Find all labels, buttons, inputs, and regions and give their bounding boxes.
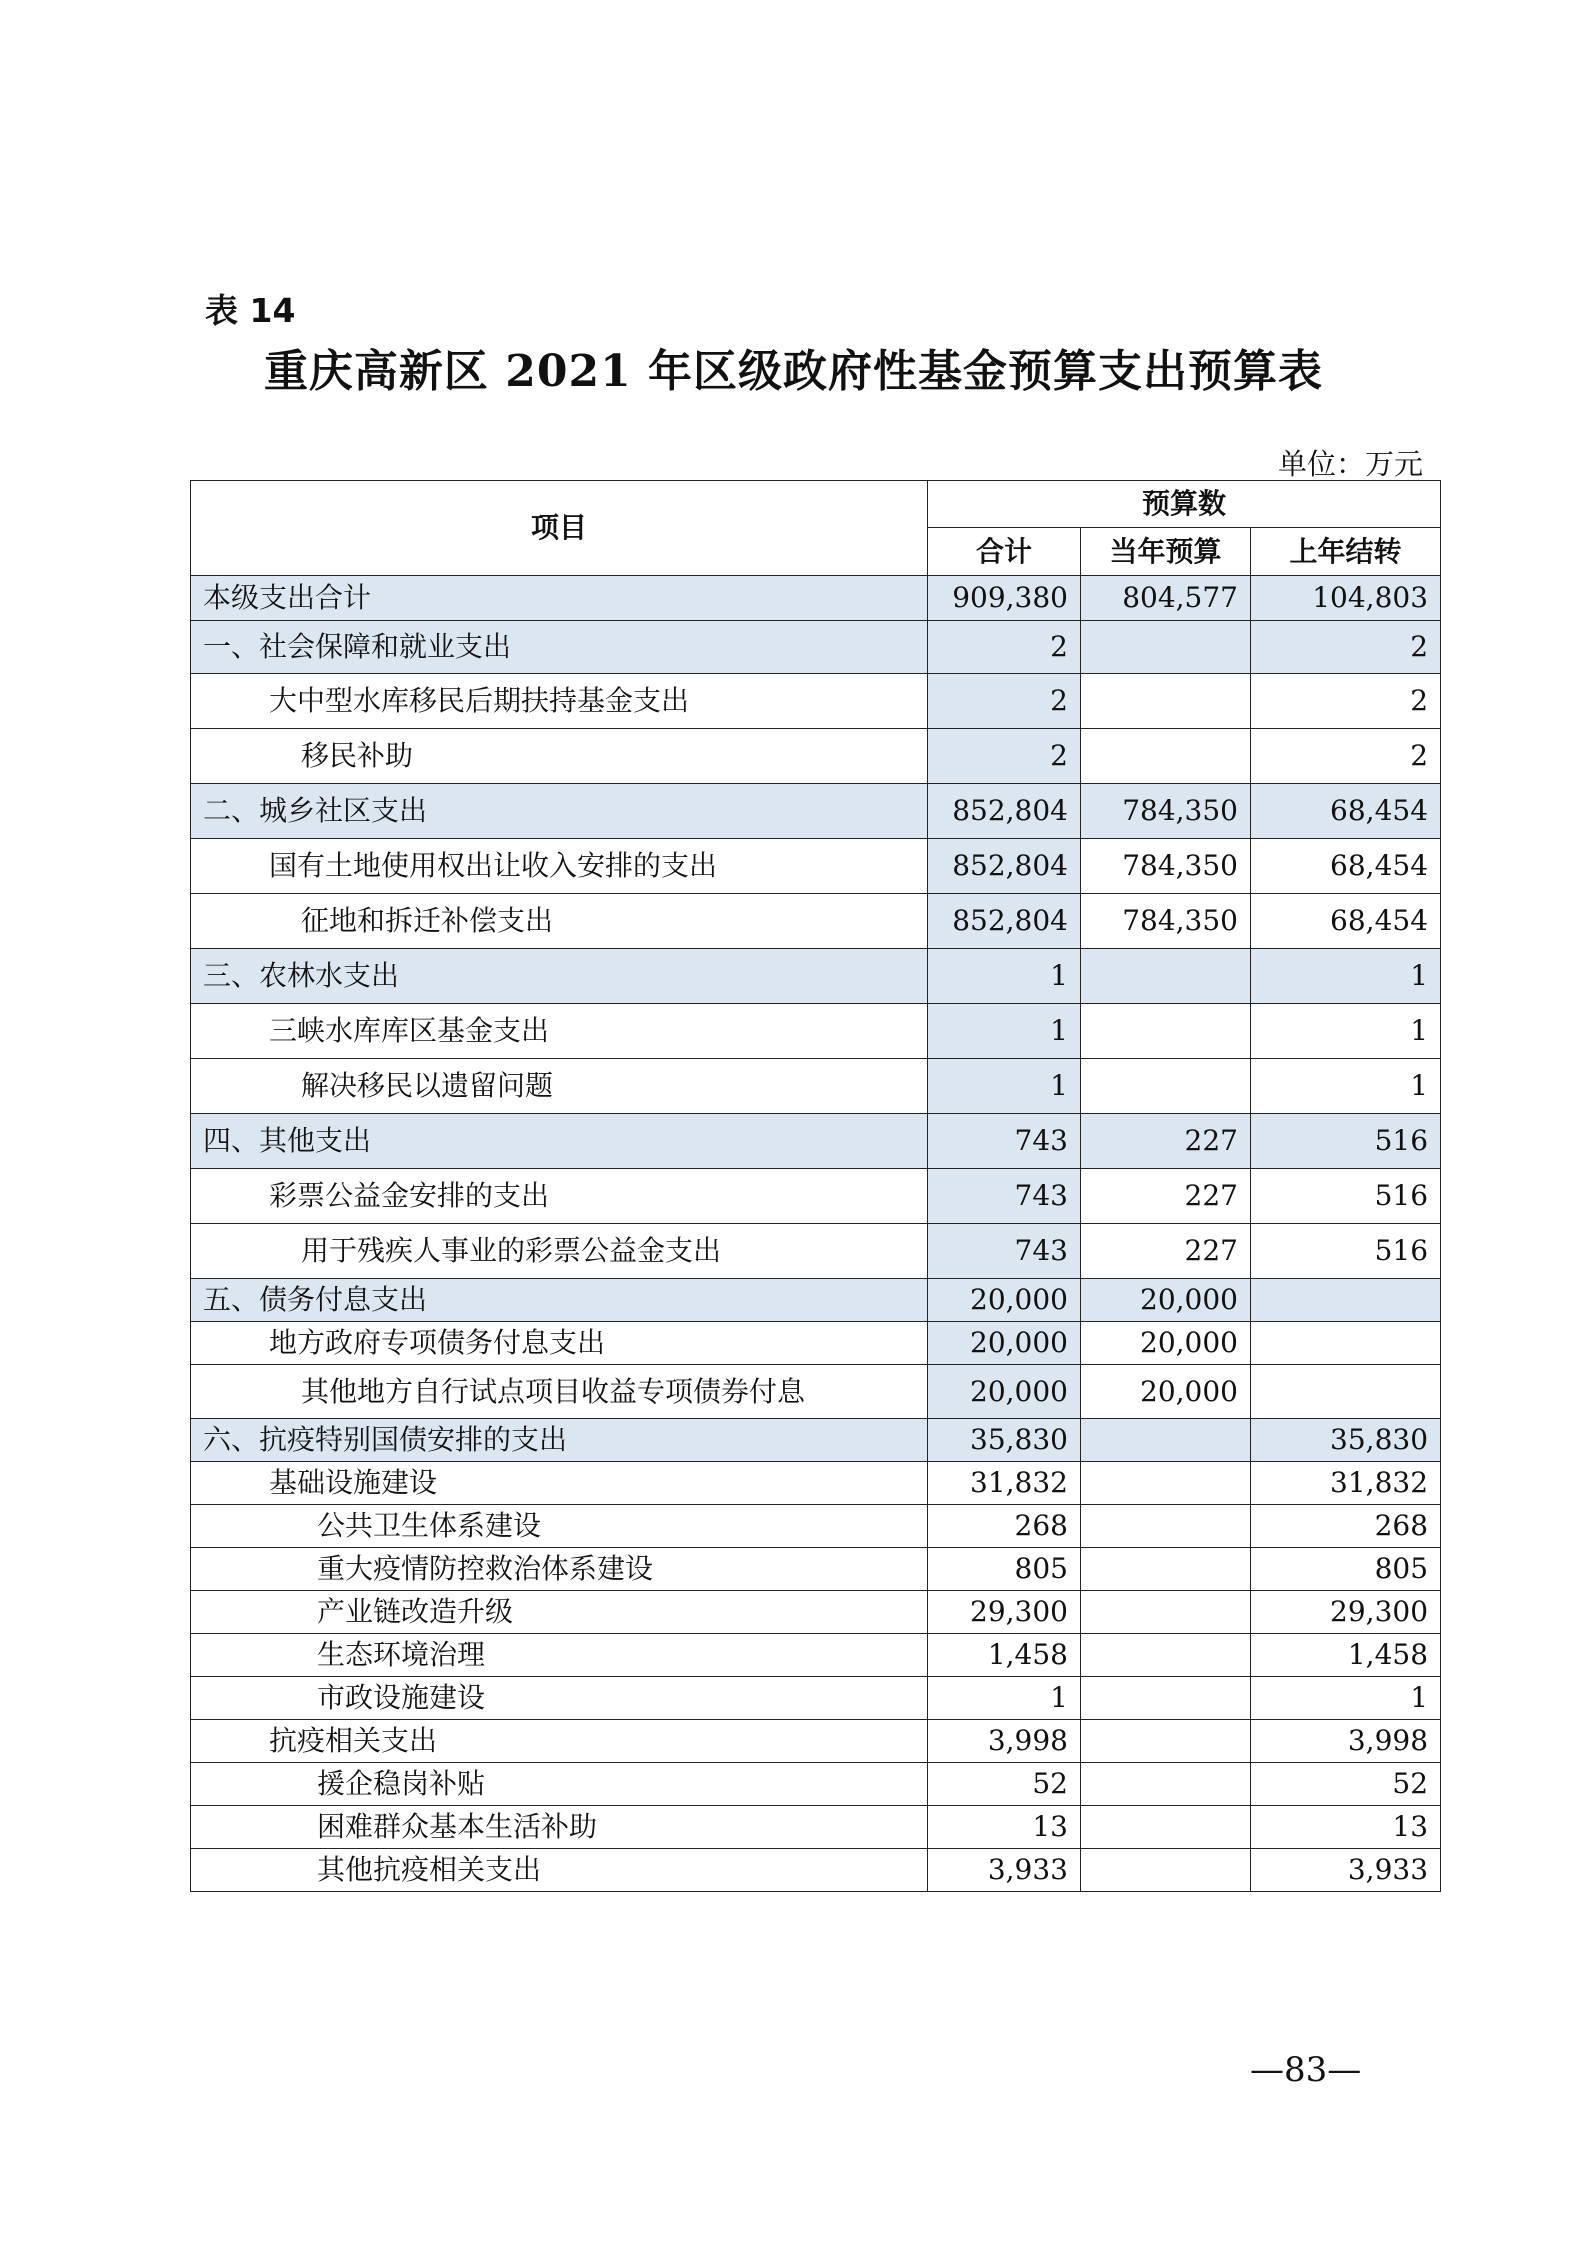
row-current xyxy=(1081,1591,1251,1634)
row-name: 困难群众基本生活补助 xyxy=(191,1806,928,1849)
table-row xyxy=(191,1224,1441,1279)
row-name: 一、社会保障和就业支出 xyxy=(191,621,928,674)
row-total: 268 xyxy=(928,1505,1081,1548)
row-total: 3,998 xyxy=(928,1720,1081,1763)
table-row xyxy=(191,1059,1441,1114)
row-total: 2 xyxy=(928,621,1081,674)
row-current: 20,000 xyxy=(1081,1279,1251,1322)
row-name: 大中型水库移民后期扶持基金支出 xyxy=(191,674,928,729)
row-current xyxy=(1081,1720,1251,1763)
table-row xyxy=(191,1505,1441,1548)
row-total: 35,830 xyxy=(928,1419,1081,1462)
row-name: 本级支出合计 xyxy=(191,576,928,621)
row-carryover: 1 xyxy=(1251,949,1441,1004)
row-total: 2 xyxy=(928,674,1081,729)
row-carryover: 13 xyxy=(1251,1806,1441,1849)
row-total: 13 xyxy=(928,1806,1081,1849)
row-total: 31,832 xyxy=(928,1462,1081,1505)
header-total: 合计 xyxy=(928,528,1081,576)
row-name: 抗疫相关支出 xyxy=(191,1720,928,1763)
header-carryover: 上年结转 xyxy=(1251,528,1441,576)
table-label: 表 14 xyxy=(205,291,296,330)
table-row xyxy=(191,1591,1441,1634)
row-current xyxy=(1081,1419,1251,1462)
table-row xyxy=(191,674,1441,729)
row-name: 三、农林水支出 xyxy=(191,949,928,1004)
row-name: 市政设施建设 xyxy=(191,1677,928,1720)
row-current xyxy=(1081,1806,1251,1849)
row-current xyxy=(1081,621,1251,674)
table-row xyxy=(191,1849,1441,1892)
row-total: 1 xyxy=(928,949,1081,1004)
page-title: 重庆高新区 2021 年区级政府性基金预算支出预算表 xyxy=(263,346,1324,397)
table-row xyxy=(191,839,1441,894)
row-name: 产业链改造升级 xyxy=(191,1591,928,1634)
row-total: 805 xyxy=(928,1548,1081,1591)
row-total: 852,804 xyxy=(928,894,1081,949)
row-total: 20,000 xyxy=(928,1322,1081,1365)
row-name: 公共卫生体系建设 xyxy=(191,1505,928,1548)
row-carryover: 2 xyxy=(1251,621,1441,674)
row-name: 四、其他支出 xyxy=(191,1114,928,1169)
table-row xyxy=(191,1169,1441,1224)
table-row xyxy=(191,1763,1441,1806)
row-name: 生态环境治理 xyxy=(191,1634,928,1677)
table-row xyxy=(191,1322,1441,1365)
row-current xyxy=(1081,674,1251,729)
row-carryover xyxy=(1251,1322,1441,1365)
table-row xyxy=(191,1806,1441,1849)
row-carryover: 68,454 xyxy=(1251,894,1441,949)
row-carryover: 3,998 xyxy=(1251,1720,1441,1763)
row-current: 784,350 xyxy=(1081,839,1251,894)
row-carryover: 2 xyxy=(1251,729,1441,784)
row-total: 852,804 xyxy=(928,784,1081,839)
row-current xyxy=(1081,1548,1251,1591)
row-name: 征地和拆迁补偿支出 xyxy=(191,894,928,949)
row-carryover: 3,933 xyxy=(1251,1849,1441,1892)
table-row xyxy=(191,949,1441,1004)
row-name: 五、债务付息支出 xyxy=(191,1279,928,1322)
row-carryover: 31,832 xyxy=(1251,1462,1441,1505)
row-carryover: 516 xyxy=(1251,1114,1441,1169)
row-total: 1 xyxy=(928,1004,1081,1059)
row-name: 其他抗疫相关支出 xyxy=(191,1849,928,1892)
row-current xyxy=(1081,1849,1251,1892)
row-total: 1 xyxy=(928,1677,1081,1720)
row-carryover xyxy=(1251,1279,1441,1322)
row-current: 227 xyxy=(1081,1169,1251,1224)
row-current: 227 xyxy=(1081,1114,1251,1169)
row-carryover: 2 xyxy=(1251,674,1441,729)
row-current xyxy=(1081,1004,1251,1059)
row-name: 重大疫情防控救治体系建设 xyxy=(191,1548,928,1591)
table-row xyxy=(191,729,1441,784)
row-total: 909,380 xyxy=(928,576,1081,621)
row-carryover: 805 xyxy=(1251,1548,1441,1591)
row-current: 20,000 xyxy=(1081,1322,1251,1365)
row-total: 52 xyxy=(928,1763,1081,1806)
row-carryover xyxy=(1251,1365,1441,1419)
row-carryover: 1 xyxy=(1251,1059,1441,1114)
row-current: 784,350 xyxy=(1081,784,1251,839)
row-name: 地方政府专项债务付息支出 xyxy=(191,1322,928,1365)
row-current: 784,350 xyxy=(1081,894,1251,949)
budget-table xyxy=(190,480,1441,1892)
row-name: 三峡水库库区基金支出 xyxy=(191,1004,928,1059)
row-total: 743 xyxy=(928,1224,1081,1279)
header-item: 项目 xyxy=(191,481,928,576)
row-current xyxy=(1081,1677,1251,1720)
header-group: 预算数 xyxy=(928,481,1441,528)
row-current: 20,000 xyxy=(1081,1365,1251,1419)
row-carryover: 1,458 xyxy=(1251,1634,1441,1677)
row-name: 二、城乡社区支出 xyxy=(191,784,928,839)
table-row xyxy=(191,1677,1441,1720)
row-current xyxy=(1081,1634,1251,1677)
table-row xyxy=(191,1720,1441,1763)
table-row xyxy=(191,576,1441,621)
row-carryover: 104,803 xyxy=(1251,576,1441,621)
row-name: 其他地方自行试点项目收益专项债券付息 xyxy=(191,1365,928,1419)
row-carryover: 516 xyxy=(1251,1169,1441,1224)
row-current xyxy=(1081,949,1251,1004)
row-total: 2 xyxy=(928,729,1081,784)
row-carryover: 68,454 xyxy=(1251,784,1441,839)
row-name: 彩票公益金安排的支出 xyxy=(191,1169,928,1224)
table-row xyxy=(191,1114,1441,1169)
row-total: 20,000 xyxy=(928,1365,1081,1419)
table-row xyxy=(191,1365,1441,1419)
page-number: —83— xyxy=(1250,2050,1362,2090)
row-current xyxy=(1081,1059,1251,1114)
row-total: 3,933 xyxy=(928,1849,1081,1892)
row-name: 国有土地使用权出让收入安排的支出 xyxy=(191,839,928,894)
table-row xyxy=(191,1279,1441,1322)
row-carryover: 52 xyxy=(1251,1763,1441,1806)
row-carryover: 1 xyxy=(1251,1004,1441,1059)
row-name: 六、抗疫特别国债安排的支出 xyxy=(191,1419,928,1462)
row-name: 用于残疾人事业的彩票公益金支出 xyxy=(191,1224,928,1279)
row-total: 852,804 xyxy=(928,839,1081,894)
row-current xyxy=(1081,1763,1251,1806)
row-total: 29,300 xyxy=(928,1591,1081,1634)
table-row xyxy=(191,1634,1441,1677)
row-carryover: 29,300 xyxy=(1251,1591,1441,1634)
table-row xyxy=(191,621,1441,674)
table-row xyxy=(191,784,1441,839)
row-total: 20,000 xyxy=(928,1279,1081,1322)
row-current: 804,577 xyxy=(1081,576,1251,621)
row-total: 743 xyxy=(928,1169,1081,1224)
row-carryover: 516 xyxy=(1251,1224,1441,1279)
row-total: 1,458 xyxy=(928,1634,1081,1677)
table-row xyxy=(191,1548,1441,1591)
table-row xyxy=(191,1419,1441,1462)
row-current xyxy=(1081,1462,1251,1505)
row-total: 743 xyxy=(928,1114,1081,1169)
row-carryover: 268 xyxy=(1251,1505,1441,1548)
header-current: 当年预算 xyxy=(1081,528,1251,576)
row-current: 227 xyxy=(1081,1224,1251,1279)
row-name: 援企稳岗补贴 xyxy=(191,1763,928,1806)
row-total: 1 xyxy=(928,1059,1081,1114)
row-current xyxy=(1081,729,1251,784)
row-name: 解决移民以遗留问题 xyxy=(191,1059,928,1114)
row-carryover: 1 xyxy=(1251,1677,1441,1720)
row-carryover: 68,454 xyxy=(1251,839,1441,894)
row-carryover: 35,830 xyxy=(1251,1419,1441,1462)
unit-label: 单位：万元 xyxy=(1277,447,1423,481)
row-name: 移民补助 xyxy=(191,729,928,784)
row-name: 基础设施建设 xyxy=(191,1462,928,1505)
table-row xyxy=(191,1004,1441,1059)
table-row xyxy=(191,894,1441,949)
table-row xyxy=(191,1462,1441,1505)
row-current xyxy=(1081,1505,1251,1548)
